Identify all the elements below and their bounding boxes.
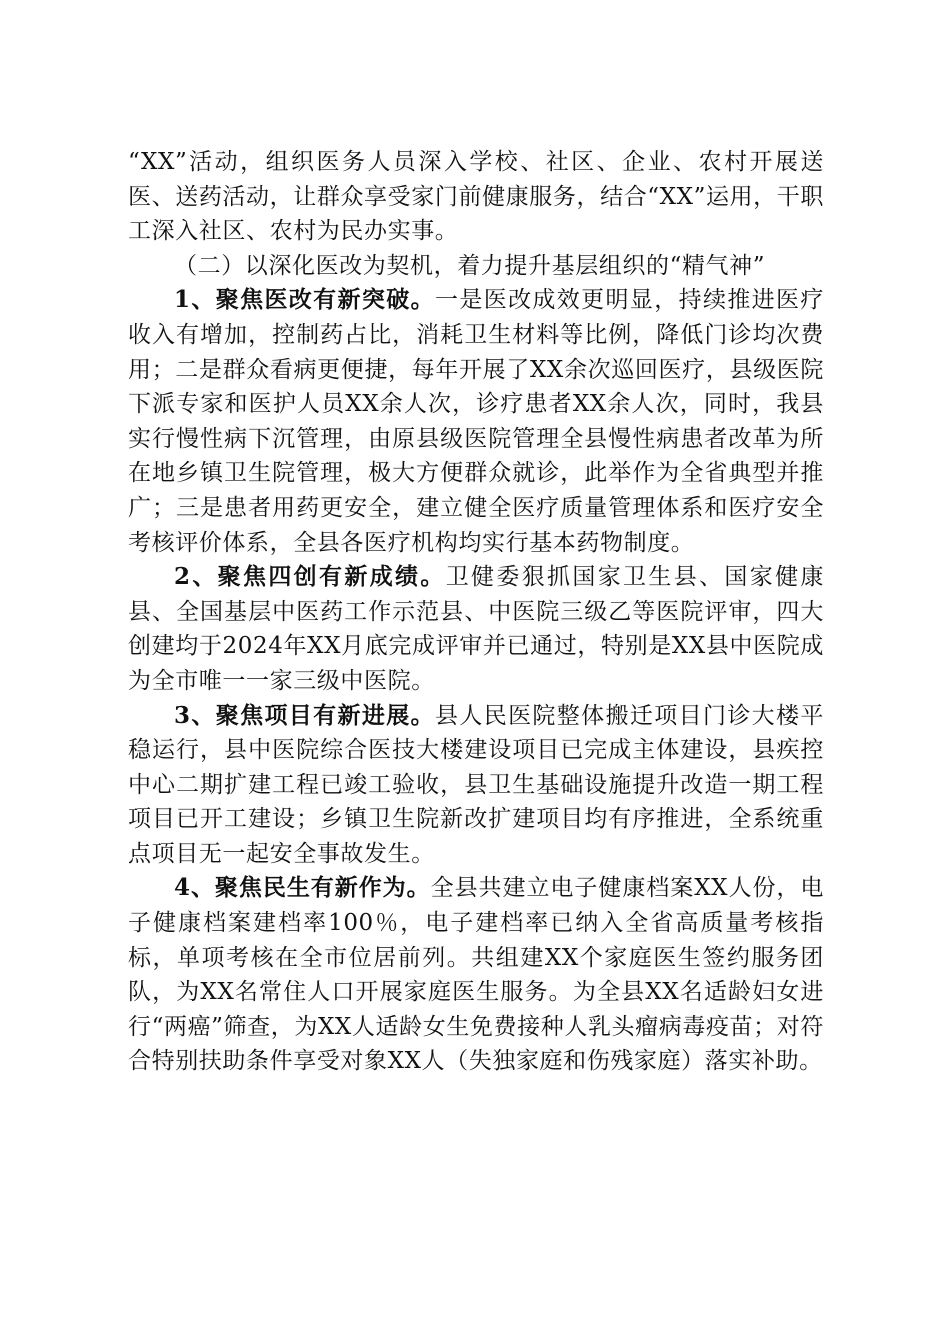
document-body [128, 145, 824, 1079]
item-body: 卫健委狠抓国家卫生县、国家健康县、全国基层中医药工作示范县、中医院三级乙等医院评审，四大创建均于2024年XX月底完成评审并已通过，特别是XX县中医院成为全市唯一一家三级中医院。 [128, 564, 825, 694]
item-body: 全县共建立电子健康档案XX人份，电子健康档案建档率100％，电子建档率已纳入全省高质量考核指标，单项考核在全市位居前列。共组建XX个家庭医生签约服务团队，为XX名常住人口开展家庭医生服务。为全县XX名适龄妇女进行“两癌”筛查，为XX人适龄女生免费接种人乳头瘤病毒疫苗；对符合特别扶助条件享受对象XX人（失独家庭和伤残家庭）落实补助。 [128, 875, 825, 1075]
item-paragraph-4 [128, 871, 824, 1079]
intro-paragraph: “XX”活动，组织医务人员深入学校、社区、企业、农村开展送医、送药活动，让群众享受家门前健康服务，结合“XX”运用，干职工深入社区、农村为民办实事。 [128, 149, 824, 245]
item-body: 县人民医院整体搬迁项目门诊大楼平稳运行，县中医院综合医技大楼建设项目已完成主体建设，县疾控中心二期扩建工程已竣工验收，县卫生基础设施提升改造一期工程项目已开工建设；乡镇卫生院新改扩建项目均有序推进，全系统重点项目无一起安全事故发生。 [128, 702, 824, 867]
item-lead: 3、聚焦项目有新进展。 [174, 701, 435, 729]
item-lead: 4、聚焦民生有新作为。 [174, 874, 431, 902]
section-heading: （二）以深化医改为契机，着力提升基层组织的“精气神” [174, 252, 766, 279]
item-paragraph-3 [128, 699, 824, 872]
item-body: 一是医改成效更明显，持续推进医疗收入有增加，控制药占比，消耗卫生材料等比例，降低门诊均次费用；二是群众看病更便捷，每年开展了XX余次巡回医疗，县级医院下派专家和医护人员XX余人次，诊疗患者XX余人次，同时，我县实行慢性病下沉管理，由原县级医院管理全县慢性病患者改革为所在地乡镇卫生院管理，极大方便群众就诊，此举作为全省典型并推广；三是患者用药更安全，建立健全医疗质量管理体系和医疗安全考核评价体系，全县各医疗机构均实行基本药物制度。 [128, 287, 824, 556]
item-lead: 1、聚焦医改有新突破。 [174, 286, 435, 314]
item-paragraph-2 [128, 560, 824, 698]
item-paragraph-1 [128, 283, 824, 560]
item-lead: 2、聚焦四创有新成绩。 [174, 563, 446, 591]
